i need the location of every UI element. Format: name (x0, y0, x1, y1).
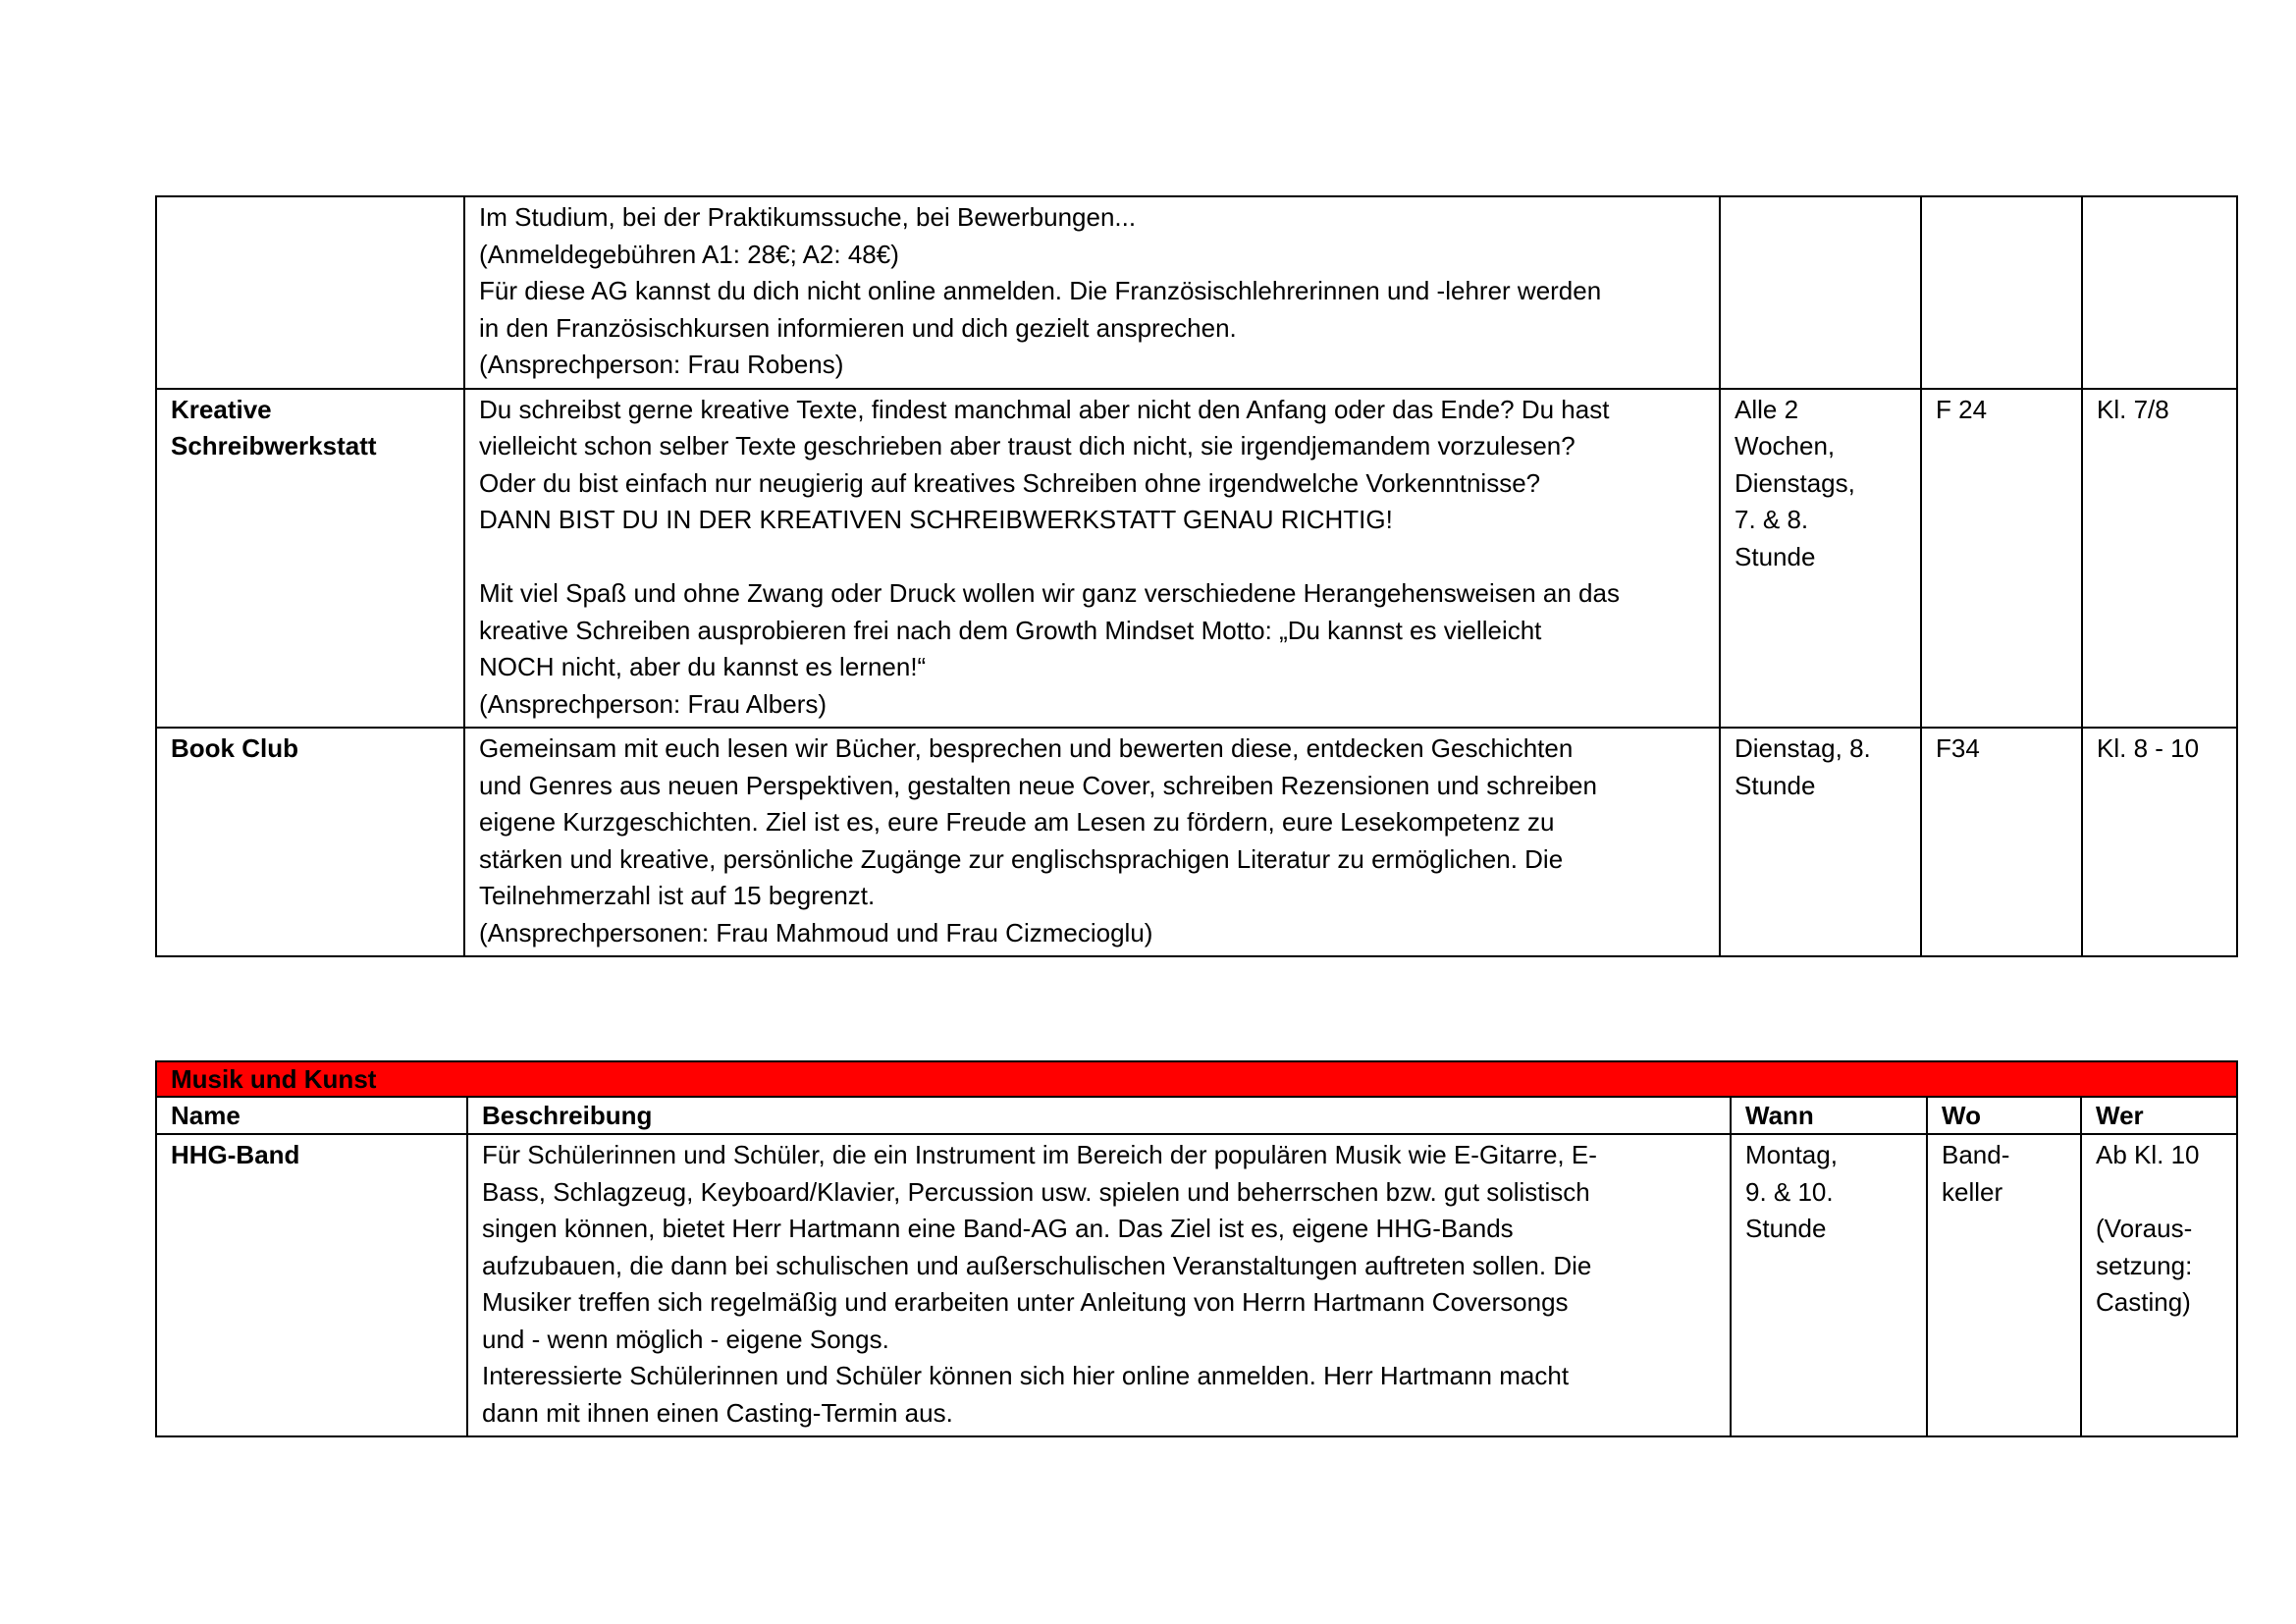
ag-description-line: stärken und kreative, persönliche Zugänge zur englischsprachigen Literatur zu ermöglichen. Die (479, 843, 1564, 874)
ag-where-line: F 24 (1936, 394, 1988, 424)
ag-description-cell (467, 1134, 1731, 1436)
musik-und-kunst-table (155, 1060, 2238, 1437)
ag-description-line: NOCH nicht, aber du kannst es lernen!“ (479, 652, 927, 681)
ag-description-line: vielleicht schon selber Texte geschrieben aber traust dich nicht, sie irgendjemandem vorzulesen? (479, 431, 1575, 460)
ag-when-cell (1720, 728, 1921, 956)
ag-name-cell (156, 728, 464, 956)
blank-line (479, 539, 1709, 576)
ag-description-line: kreative Schreiben ausprobieren frei nach dem Growth Mindset Motto: „Du kannst es vielleicht (479, 615, 1542, 645)
ag-description-line: (Ansprechperson: Frau Albers) (479, 688, 828, 719)
ag-when-line: Wochen, (1735, 431, 1836, 460)
ag-description-line: (Anmeldegebühren A1: 28€; A2: 48€) (479, 239, 899, 269)
ag-description-line: aufzubauen, die dann bei schulischen und außerschulischen Veranstaltungen auftreten sollen. Die (482, 1250, 1592, 1280)
column-header-description: Beschreibung (467, 1097, 1731, 1134)
ag-name-cell (156, 389, 464, 729)
table-row (156, 728, 2237, 956)
ag-who-line: Ab Kl. 10 (2096, 1140, 2200, 1169)
ag-where-cell (1921, 728, 2082, 956)
ag-who-cell (2082, 728, 2237, 956)
ag-who-cell (2082, 196, 2237, 389)
ag-name-cell (156, 1134, 467, 1436)
ag-description-line: Teilnehmerzahl ist auf 15 begrenzt. (479, 881, 876, 910)
ag-description-line: Oder du bist einfach nur neugierig auf kreatives Schreiben ohne irgendwelche Vorkenntnisse? (479, 467, 1541, 498)
ag-where-cell (1921, 196, 2082, 389)
ag-when-line: Stunde (1735, 541, 1816, 571)
ag-description-line: Musiker treffen sich regelmäßig und erarbeiten unter Anleitung von Herrn Hartmann Coversongs (482, 1287, 1569, 1317)
column-header-name: Name (156, 1097, 467, 1134)
table-row (156, 389, 2237, 729)
ag-name-line: Book Club (171, 733, 298, 763)
ag-description-line: dann mit ihnen einen Casting-Termin aus. (482, 1397, 953, 1428)
ag-who-cell (2081, 1134, 2237, 1436)
ag-description-line: Mit viel Spaß und ohne Zwang oder Druck wollen wir ganz verschiedene Herangehensweisen an das (479, 578, 1620, 608)
ag-name-line: HHG-Band (171, 1140, 300, 1169)
ag-when-line: Stunde (1745, 1214, 1827, 1243)
ag-when-cell (1731, 1134, 1927, 1436)
ag-when-line: 7. & 8. (1735, 505, 1809, 534)
ag-description-line: (Ansprechpersonen: Frau Mahmoud und Frau Cizmecioglu) (479, 917, 1153, 947)
ag-where-line: keller (1942, 1176, 2003, 1207)
column-header-row (156, 1097, 2237, 1134)
ag-name-cell (156, 196, 464, 389)
ag-description-line: Du schreibst gerne kreative Texte, findest manchmal aber nicht den Anfang oder das Ende? Du hast (479, 394, 1610, 424)
ag-description-line: Im Studium, bei der Praktikumssuche, bei Bewerbungen... (479, 202, 1137, 232)
ag-description-cell (464, 389, 1720, 729)
ag-description-cell (464, 196, 1720, 389)
ag-description-line: Gemeinsam mit euch lesen wir Bücher, besprechen und bewerten diese, entdecken Geschichten (479, 733, 1574, 763)
ag-name-line: Kreative (171, 394, 272, 424)
ag-who-line: Casting) (2096, 1287, 2191, 1317)
ag-description-line: Für diese AG kannst du dich nicht online anmelden. Die Französischlehrerinnen und -lehrer werden (479, 276, 1602, 305)
ag-description-line: und - wenn möglich - eigene Songs. (482, 1324, 889, 1354)
ag-where-cell (1921, 389, 2082, 729)
ag-who-line: Kl. 8 - 10 (2097, 733, 2200, 763)
ag-description-line: Für Schülerinnen und Schüler, die ein Instrument im Bereich der populären Musik wie E-Gitarre, E- (482, 1140, 1597, 1169)
ag-who-cell (2082, 389, 2237, 729)
ag-description-line: eigene Kurzgeschichten. Ziel ist es, eure Freude am Lesen zu fördern, eure Lesekompetenz zu (479, 807, 1555, 837)
ag-description-line: DANN BIST DU IN DER KREATIVEN SCHREIBWERKSTATT GENAU RICHTIG! (479, 505, 1393, 534)
column-header-when: Wann (1731, 1097, 1927, 1134)
table-row (156, 196, 2237, 389)
ag-where-line: Band- (1942, 1140, 2010, 1169)
ag-who-line: setzung: (2096, 1250, 2193, 1280)
ag-when-line: Stunde (1735, 770, 1816, 800)
table-row (156, 1134, 2237, 1436)
column-header-where: Wo (1927, 1097, 2081, 1134)
ag-when-line: Dienstag, 8. (1735, 733, 1871, 763)
column-header-who: Wer (2081, 1097, 2237, 1134)
ag-description-cell (464, 728, 1720, 956)
ag-description-line: singen können, bietet Herr Hartmann eine Band-AG an. Das Ziel ist es, eigene HHG-Bands (482, 1214, 1514, 1243)
ag-who-line: Kl. 7/8 (2097, 394, 2169, 424)
ag-table-continued (155, 195, 2238, 957)
section-title: Musik und Kunst (156, 1061, 2237, 1097)
ag-description-line: (Ansprechperson: Frau Robens) (479, 350, 844, 379)
ag-name-line: Schreibwerkstatt (171, 431, 377, 460)
ag-when-line: Dienstags, (1735, 467, 1855, 498)
ag-who-line: (Voraus- (2096, 1214, 2193, 1243)
ag-where-line: F34 (1936, 733, 1980, 763)
ag-where-cell (1927, 1134, 2081, 1436)
ag-description-line: in den Französischkursen informieren und dich gezielt ansprechen. (479, 312, 1237, 343)
ag-description-line: Bass, Schlagzeug, Keyboard/Klavier, Percussion usw. spielen und beherrschen bzw. gut solistisch (482, 1176, 1590, 1207)
blank-line (2096, 1174, 2226, 1212)
ag-when-line: Montag, (1745, 1140, 1838, 1169)
ag-when-cell (1720, 389, 1921, 729)
ag-description-line: und Genres aus neuen Perspektiven, gestalten neue Cover, schreiben Rezensionen und schreiben (479, 770, 1597, 800)
ag-when-cell (1720, 196, 1921, 389)
ag-description-line: Interessierte Schülerinnen und Schüler können sich hier online anmelden. Herr Hartmann macht (482, 1361, 1570, 1390)
ag-when-line: Alle 2 (1735, 394, 1799, 424)
ag-when-line: 9. & 10. (1745, 1176, 1834, 1207)
section-header-row (156, 1061, 2237, 1097)
